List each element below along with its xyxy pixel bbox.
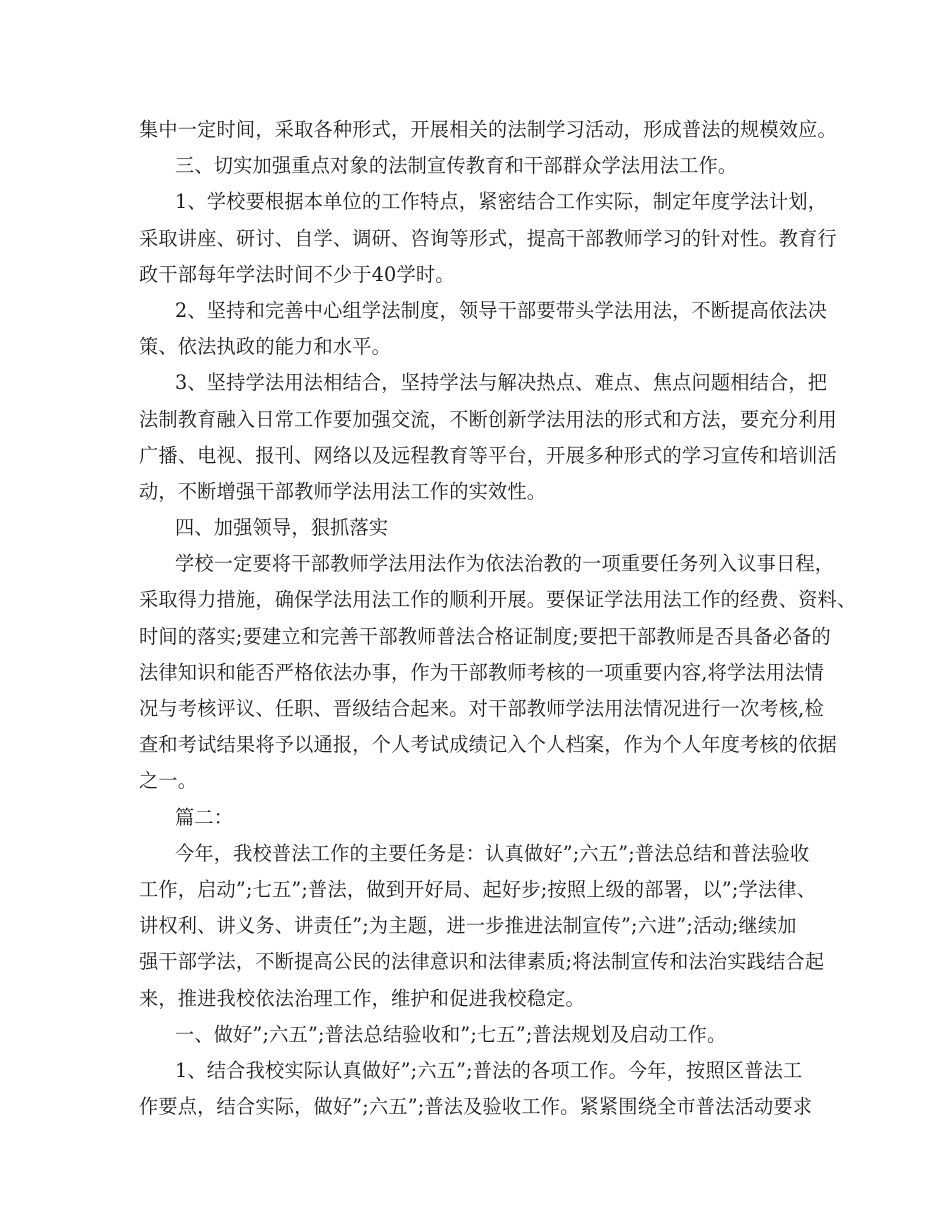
text-line: 之一。 [139, 769, 198, 793]
text-line: 来，推进我校依法治理工作，维护和促进我校稳定。 [139, 986, 585, 1010]
text-line: 采取得力措施，确保学法用法工作的顺利开展。要保证学法用法工作的经费、资料、 [139, 588, 857, 612]
text-line: 学校一定要将干部教师学法用法作为依法治教的一项重要任务列入议事日程， [175, 552, 835, 576]
text-line: 法制教育融入日常工作要加强交流，不断创新学法用法的形式和方法，要充分利用 [139, 407, 837, 431]
text-line: 2、坚持和完善中心组学法制度，领导干部要带头学法用法，不断提高依法决 [175, 298, 828, 322]
text-line: 法律知识和能否严格依法办事，作为干部教师考核的一项重要内容,将学法用法情 [139, 660, 824, 684]
text-line: 三、切实加强重点对象的法制宣传教育和干部群众学法用法工作。 [175, 154, 738, 178]
text-line: 策、依法执政的能力和水平。 [139, 335, 392, 359]
text-line: 采取讲座、研讨、自学、调研、咨询等形式，提高干部教师学习的针对性。教育行 [139, 226, 837, 250]
text-line: 动，不断增强干部教师学法用法工作的实效性。 [139, 479, 547, 503]
text-line: 工作，启动”;七五”;普法，做到开好局、起好步;按照上级的部署，以”;学法律、 [139, 877, 817, 901]
text-line: 作要点，结合实际，做好”;六五”;普法及验收工作。紧紧围绕全市普法活动要求 [139, 1095, 813, 1119]
text-line: 讲权利、讲义务、讲责任”;为主题，进一步推进法制宣传”;六进”;活动;继续加 [139, 914, 797, 938]
text-line: 一、做好”;六五”;普法总结验收和”;七五”;普法规划及启动工作。 [175, 1022, 727, 1046]
text-line: 强干部学法，不断提高公民的法律意识和法律素质;将法制宣传和法治实践结合起 [139, 950, 825, 974]
text-line: 1、学校要根据本单位的工作特点，紧密结合工作实际，制定年度学法计划， [175, 190, 828, 214]
text-line: 1、结合我校实际认真做好”;六五”;普法的各项工作。今年，按照区普法工 [175, 1058, 803, 1082]
document-body [139, 112, 857, 1125]
text-line: 今年，我校普法工作的主要任务是：认真做好”;六五”;普法总结和普法验收 [175, 841, 810, 865]
text-line: 时间的落实;要建立和完善干部教师普法合格证制度;要把干部教师是否具备必备的 [139, 624, 831, 648]
text-line: 查和考试结果将予以通报，个人考试成绩记入个人档案，作为个人年度考核的依据 [139, 733, 837, 757]
text-line: 集中一定时间，采取各种形式，开展相关的法制学习活动，形成普法的规模效应。 [139, 118, 837, 141]
text-line: 篇二： [175, 805, 234, 829]
text-line: 政干部每年学法时间不少于40学时。 [139, 262, 455, 286]
text-line: 广播、电视、报刊、网络以及远程教育等平台，开展多种形式的学习宣传和培训活 [139, 443, 837, 467]
text-line: 况与考核评议、任职、晋级结合起来。对干部教师学法用法情况进行一次考核,检 [139, 697, 824, 720]
text-line: 3、坚持学法用法相结合，坚持学法与解决热点、难点、焦点问题相结合，把 [175, 371, 828, 395]
text-line: 四、加强领导，狠抓落实 [175, 516, 389, 540]
